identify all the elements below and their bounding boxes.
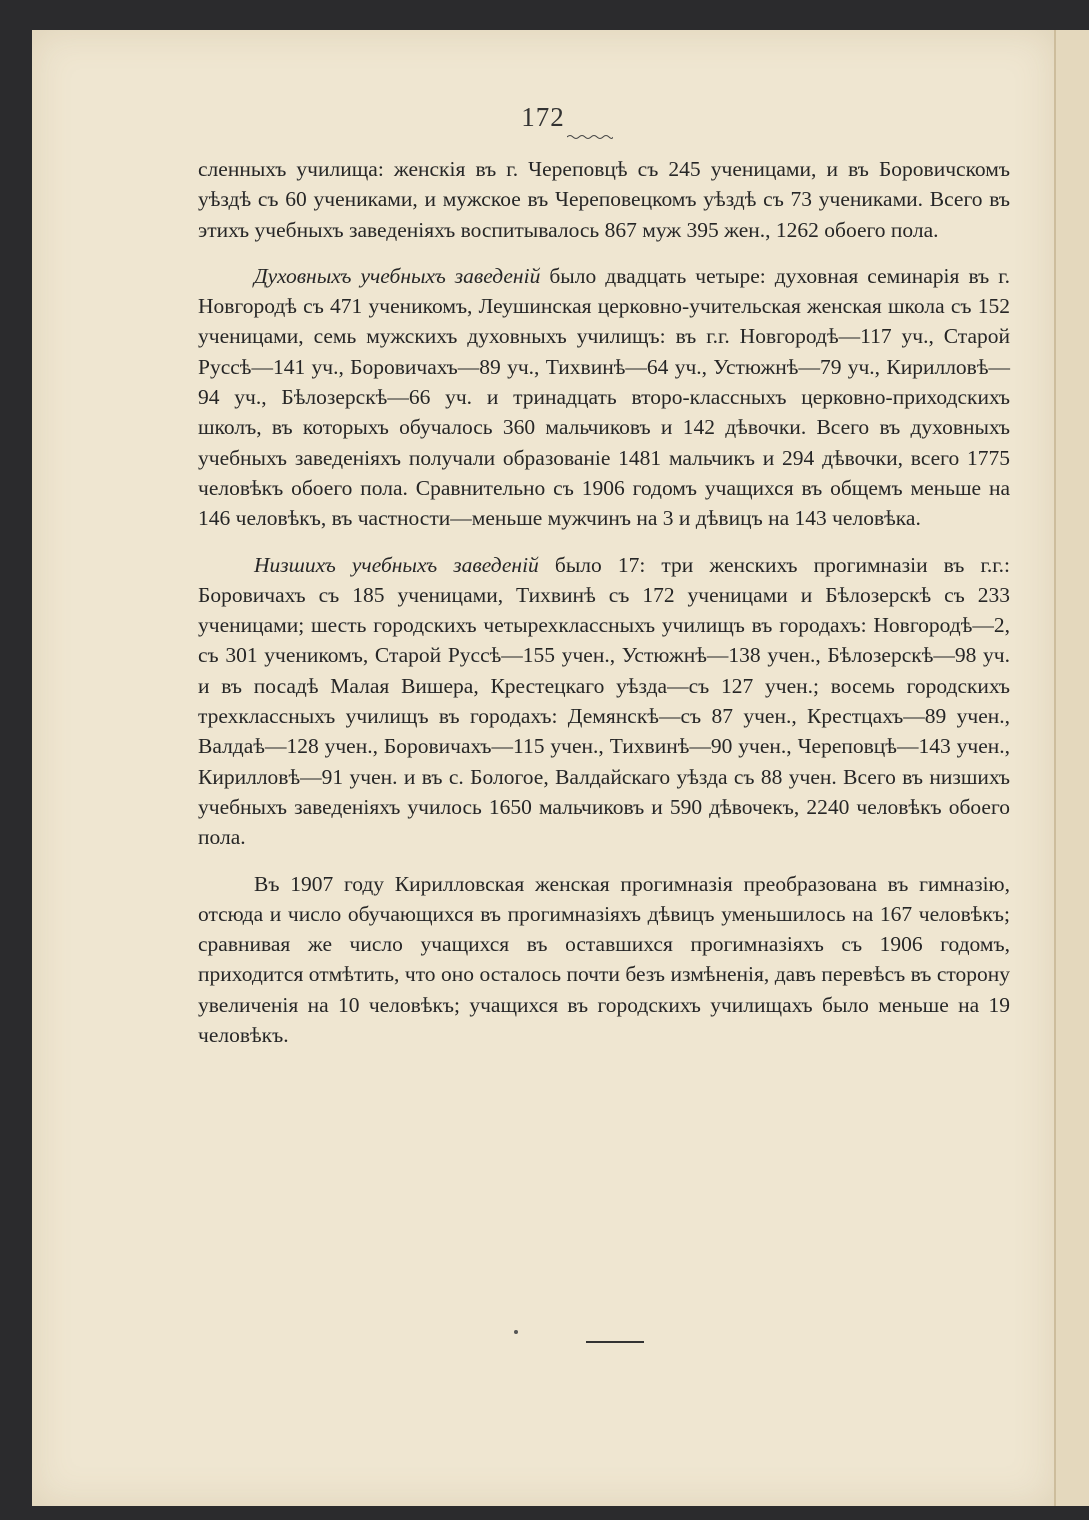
body-text: [198, 154, 1010, 1050]
paragraph-4: Въ 1907 году Кирилловская женская прогимназія преобразована въ гимназію, отсюда и число обучающихся въ прогимназіяхъ дѣвицъ уменьшилось на 167 человѣкъ; сравнивая же число учащихся въ оставшихся прогимназіяхъ съ 1906 годомъ, приходится отмѣтить, что оно осталось почти безъ измѣненія, давъ перевѣсъ въ сторону увеличенія на 10 человѣкъ; учащихся въ городскихъ училищахъ было меньше на 19 человѣкъ.: [198, 871, 1010, 1048]
ornament-squiggle: [567, 134, 613, 140]
paragraph-1: сленныхъ училища: женскія въ г. Череповцѣ съ 245 ученицами, и въ Боровичскомъ уѣздѣ съ 60 учениками, и мужское въ Череповецкомъ уѣздѣ съ 73 учениками. Всего въ этихъ учебныхъ заведеніяхъ воспитывалось 867 муж 395 жен., 1262 обоего пола.: [198, 157, 1010, 242]
paragraph-3: [198, 550, 1010, 853]
paragraph-3-body: было 17: три женскихъ прогимназіи въ г.г.: Боровичахъ съ 185 ученицами, Тихвинѣ съ 172 ученицами и Бѣлозерскѣ съ 233 ученицами; шесть городскихъ четырехклассныхъ училищъ въ городахъ: Новгородѣ—2, съ 301 ученикомъ, Старой Руссѣ—155 учен., Устюжнѣ—138 учен., Бѣлозерскѣ—98 уч. и въ посадѣ Малая Вишера, Крестецкаго уѣзда—съ 127 учен.; восемь городскихъ трехклассныхъ училищъ въ городахъ: Демянскѣ—съ 87 учен., Крестцахъ—89 учен., Валдаѣ—128 учен., Боровичахъ—115 учен., Тихвинѣ—90 учен., Череповцѣ—143 учен., Кирилловѣ—91 учен. и въ с. Бологое, Валдайскаго уѣзда съ 88 учен. Всего въ низшихъ учебныхъ заведеніяхъ училось 1650 мальчиковъ и 590 дѣвочекъ, 2240 человѣкъ обоего пола.: [198, 552, 1010, 850]
paragraph-3-lead: Низшихъ учебныхъ заведеній: [254, 552, 539, 577]
ink-speck: [514, 1330, 518, 1334]
paragraph-2-body: было двадцать четыре: духовная семинарія въ г. Новгородѣ съ 471 ученикомъ, Леушинская церковно-учительская женская школа съ 152 ученицами, семь мужскихъ духовныхъ училищъ: въ г.г. Новгородѣ—117 уч., Старой Руссѣ—141 уч., Боровичахъ—89 уч., Тихвинѣ—64 уч., Устюжнѣ—79 уч., Кирилловѣ—94 уч., Бѣлозерскѣ—66 уч. и тринадцать второ-классныхъ церковно-приходскихъ школъ, въ которыхъ обучалось 360 мальчиковъ и 142 дѣвочки. Всего въ духовныхъ учебныхъ заведеніяхъ получали образованіе 1481 мальчикъ и 294 дѣвочки, всего 1775 человѣкъ обоего пола. Сравнительно съ 1906 годомъ учащихся въ общемъ меньше на 146 человѣкъ, въ частности—меньше мужчинъ на 3 и дѣвицъ на 143 человѣка.: [198, 263, 1010, 531]
end-rule: [586, 1341, 644, 1343]
paragraph-2: [198, 261, 1010, 534]
book-page: [32, 30, 1054, 1506]
page-number: 172: [521, 102, 565, 132]
paragraph-2-lead: Духовныхъ учебныхъ заведеній: [254, 263, 541, 288]
adjacent-page-edge: [1054, 30, 1089, 1506]
